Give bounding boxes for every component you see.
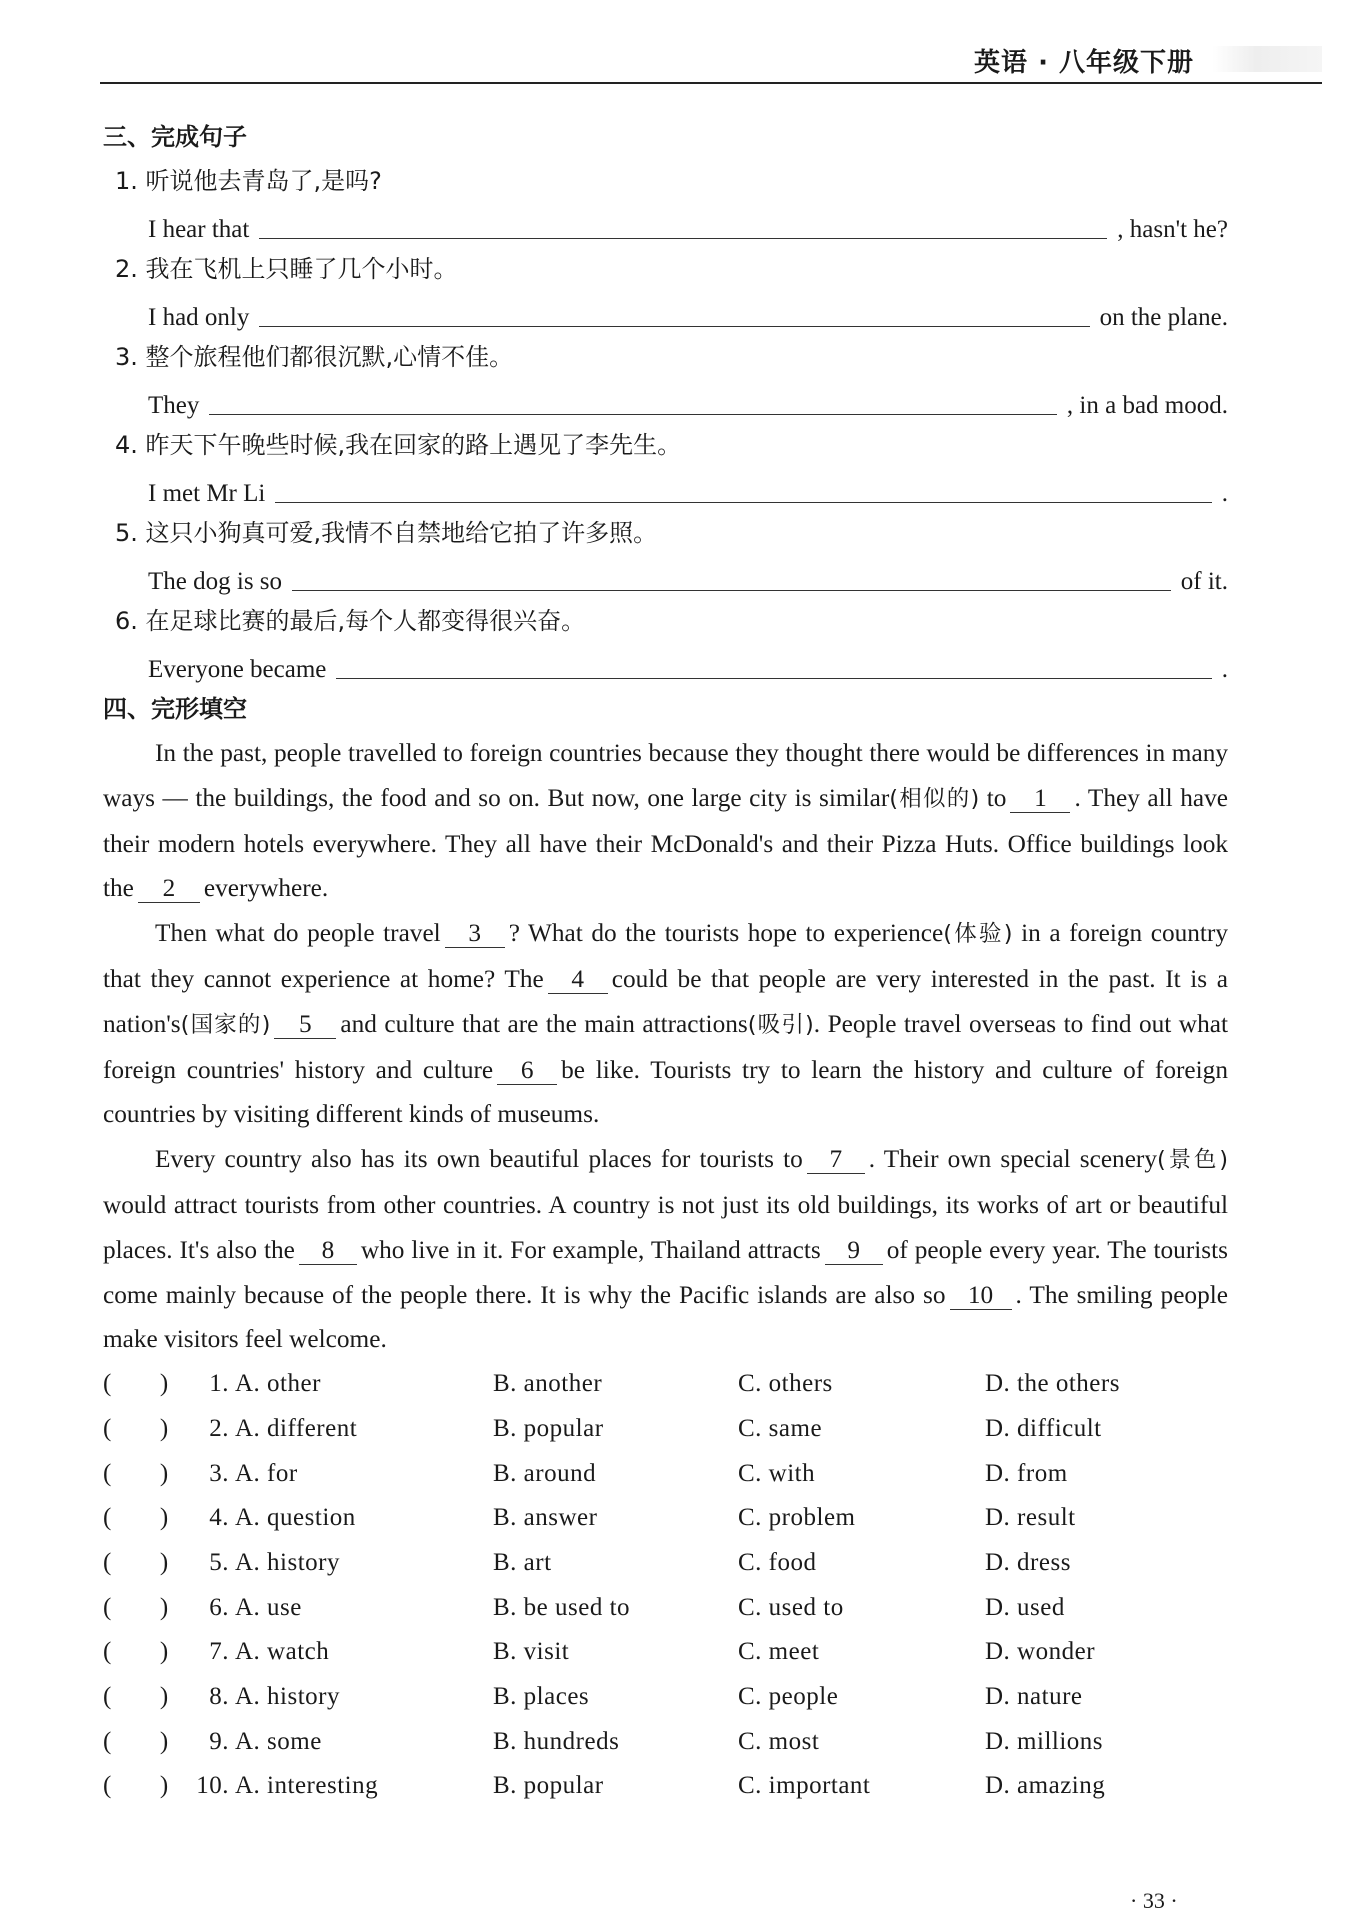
passage-text: to [986,783,1007,812]
option-row-8 [103,1675,1228,1720]
option-row-10 [103,1764,1228,1809]
option-row-4 [103,1496,1228,1541]
option-d[interactable]: D. wonder [985,1638,1096,1666]
sentence-chinese: 3. 整个旅程他们都很沉默,心情不佳。 [115,343,514,371]
answer-bracket[interactable]: ( ) [103,1414,169,1442]
answer-bracket[interactable]: ( ) [103,1772,169,1800]
cloze-blank-10[interactable]: 10 [950,1281,1012,1310]
option-b[interactable]: B. hundreds [493,1727,620,1755]
chinese-gloss: (国家的) [180,1011,271,1038]
chinese-gloss: (体验) [943,921,1013,948]
chinese-gloss: (景色) [1157,1147,1229,1174]
question-number: 5. [209,1548,229,1576]
sentence-prefix: The dog is so [148,568,283,595]
option-row-7 [103,1630,1228,1675]
option-c[interactable]: C. important [738,1772,871,1800]
sentence-english [103,555,1228,599]
option-row-5 [103,1541,1228,1586]
section-3-heading: 三、完成句子 [103,123,247,151]
sentence-suffix: . [1221,656,1228,683]
sentence-suffix: . [1221,480,1228,507]
question-number: 7. [209,1638,229,1666]
chinese-gloss: (吸引) [747,1011,814,1038]
answer-blank[interactable] [336,677,1211,679]
option-row-9 [103,1720,1228,1765]
passage-text: . They all have their modern hotels everywhere. They all have their McDonald's and their Pizza Huts. Office buildings look the [103,783,1228,903]
passage-paragraph-3 [103,1137,1228,1362]
option-b[interactable]: B. popular [493,1414,604,1442]
answer-bracket[interactable]: ( ) [103,1682,169,1710]
sentence-prefix: Everyone became [148,656,327,683]
sentence-item-5 [103,511,1228,599]
passage-text: and culture that are the main attractions [340,1009,748,1038]
passage-text: . Their own special scenery [868,1145,1158,1174]
chinese-gloss: (相似的) [889,785,980,812]
option-d[interactable]: D. result [985,1504,1076,1532]
cloze-blank-3[interactable]: 3 [445,919,505,948]
sentence-prefix: They [148,392,200,419]
passage-text: Every country also has its own beautiful places for tourists to [155,1145,803,1174]
option-a[interactable]: A. use [235,1593,302,1621]
answer-bracket[interactable]: ( ) [103,1638,169,1666]
cloze-blank-6[interactable]: 6 [497,1056,557,1085]
passage-text: . People travel overseas to find out what foreign countries' history and culture [103,1009,1228,1084]
option-a[interactable]: A. history [235,1548,340,1576]
passage-text: . The smiling people make visitors feel welcome. [103,1280,1228,1354]
answer-bracket[interactable]: ( ) [103,1548,169,1576]
sentence-item-2 [103,247,1228,335]
sentence-item-1 [103,159,1228,247]
passage-text: Then what do people travel [155,919,441,948]
answer-bracket[interactable]: ( ) [103,1727,169,1755]
sentence-chinese: 2. 我在飞机上只睡了几个小时。 [115,255,458,283]
option-b[interactable]: B. art [493,1548,552,1576]
answer-blank[interactable] [259,237,1107,239]
sentence-chinese: 4. 昨天下午晚些时候,我在回家的路上遇见了李先生。 [115,431,682,459]
sentence-prefix: I hear that [148,216,250,243]
passage-text: everywhere. [203,874,329,903]
question-number: 4. [209,1504,229,1532]
passage-text: be like. Tourists try to learn the history and culture of foreign countries by visiting different kinds of museums. [103,1055,1228,1129]
cloze-blank-8[interactable]: 8 [299,1236,357,1265]
option-d[interactable]: D. millions [985,1727,1104,1755]
sentence-suffix: of it. [1180,568,1228,595]
cloze-blank-4[interactable]: 4 [548,965,608,994]
option-a[interactable]: A. interesting [235,1772,379,1800]
book-title: 英语 · 八年级下册 [974,48,1194,78]
option-a[interactable]: A. for [235,1459,298,1487]
option-c[interactable]: C. same [738,1414,823,1442]
option-c[interactable]: C. meet [738,1638,820,1666]
sentence-prefix: I met Mr Li [148,480,266,507]
answer-bracket[interactable]: ( ) [103,1459,169,1487]
answer-blank[interactable] [209,413,1057,415]
option-b[interactable]: B. answer [493,1504,598,1532]
passage-text: in a foreign country that they cannot experience at home? The [103,919,1229,993]
sentence-prefix: I had only [148,304,250,331]
sentence-english [103,379,1228,423]
sentence-suffix: , in a bad mood. [1066,392,1228,419]
option-c[interactable]: C. most [738,1727,820,1755]
option-d[interactable]: D. from [985,1459,1068,1487]
cloze-blank-5[interactable]: 5 [274,1010,336,1039]
option-a[interactable]: A. question [235,1504,356,1532]
cloze-blank-9[interactable]: 9 [825,1236,883,1265]
option-d[interactable]: D. amazing [985,1772,1106,1800]
question-number: 3. [209,1459,229,1487]
option-row-6 [103,1586,1228,1631]
passage-paragraph-2 [103,911,1228,1137]
answer-blank[interactable] [292,589,1171,591]
sentence-chinese: 1. 听说他去青岛了,是吗? [115,167,382,195]
cloze-blank-2[interactable]: 2 [138,874,200,903]
sentence-english [103,291,1228,335]
sentence-chinese: 6. 在足球比赛的最后,每个人都变得很兴奋。 [115,607,586,635]
option-b[interactable]: B. another [493,1370,603,1398]
page-header [100,40,1322,84]
passage-text: who live in it. For example, Thailand attracts [360,1235,821,1264]
question-number: 1. [209,1370,229,1398]
header-decoration [1212,46,1322,72]
option-d[interactable]: D. dress [985,1548,1071,1576]
sentence-suffix: on the plane. [1099,304,1228,331]
page-number: · 33 · [1130,1888,1178,1913]
option-c[interactable]: C. with [738,1459,816,1487]
answer-bracket[interactable]: ( ) [103,1504,169,1532]
sentence-english [103,467,1228,511]
sentence-chinese: 5. 这只小狗真可爱,我情不自禁地给它拍了许多照。 [115,519,658,547]
passage-text: would attract tourists from other countries. A country is not just its old buildings, its works of art or beautiful places. It's also the [103,1190,1228,1264]
option-a[interactable]: A. history [235,1682,340,1710]
answer-blank[interactable] [259,325,1089,327]
sentence-item-3 [103,335,1228,423]
question-number: 2. [209,1414,229,1442]
answer-bracket[interactable]: ( ) [103,1593,169,1621]
sentence-item-4 [103,423,1228,511]
option-a[interactable]: A. other [235,1370,321,1398]
cloze-blank-1[interactable]: 1 [1010,784,1070,813]
passage-text: In the past, people travelled to foreign countries because they thought there would be differences in many ways — the buildings, the food and so on. But now, one large city is similar [103,739,1228,812]
question-number: 8. [209,1682,229,1710]
option-row-3 [103,1452,1228,1497]
sentence-english [103,203,1228,247]
answer-blank[interactable] [275,501,1211,503]
passage-paragraph-1 [103,731,1228,911]
option-d[interactable]: D. difficult [985,1414,1102,1442]
passage-text: ? What do the tourists hope to experience [508,919,944,948]
option-a[interactable]: A. some [235,1727,322,1755]
answer-bracket[interactable]: ( ) [103,1370,169,1398]
option-c[interactable]: C. problem [738,1504,856,1532]
option-b[interactable]: B. around [493,1459,597,1487]
option-c[interactable]: C. people [738,1682,839,1710]
option-b[interactable]: B. be used to [493,1593,631,1621]
question-number: 10. [196,1772,229,1800]
option-row-2 [103,1407,1228,1452]
question-number: 6. [209,1593,229,1621]
option-a[interactable]: A. different [235,1414,358,1442]
option-b[interactable]: B. places [493,1682,590,1710]
option-a[interactable]: A. watch [235,1638,330,1666]
option-d[interactable]: D. nature [985,1682,1083,1710]
page-content [103,115,1228,1809]
sentence-item-6 [103,599,1228,687]
sentence-english [103,643,1228,687]
option-c[interactable]: C. used to [738,1593,844,1621]
option-c[interactable]: C. food [738,1548,817,1576]
option-d[interactable]: D. used [985,1593,1065,1621]
option-c[interactable]: C. others [738,1370,833,1398]
options-list [103,1362,1228,1809]
passage-text: could be that people are very interested in the past. It is a nation's [103,964,1228,1038]
cloze-blank-7[interactable]: 7 [807,1145,865,1174]
option-d[interactable]: D. the others [985,1370,1120,1398]
section-4-heading: 四、完形填空 [103,695,247,723]
sentence-suffix: , hasn't he? [1117,216,1228,243]
option-b[interactable]: B. visit [493,1638,570,1666]
option-row-1 [103,1362,1228,1407]
question-number: 9. [209,1727,229,1755]
option-b[interactable]: B. popular [493,1772,604,1800]
passage-text: of people every year. The tourists come mainly because of the people there. It is why the Pacific islands are also so [103,1235,1229,1309]
